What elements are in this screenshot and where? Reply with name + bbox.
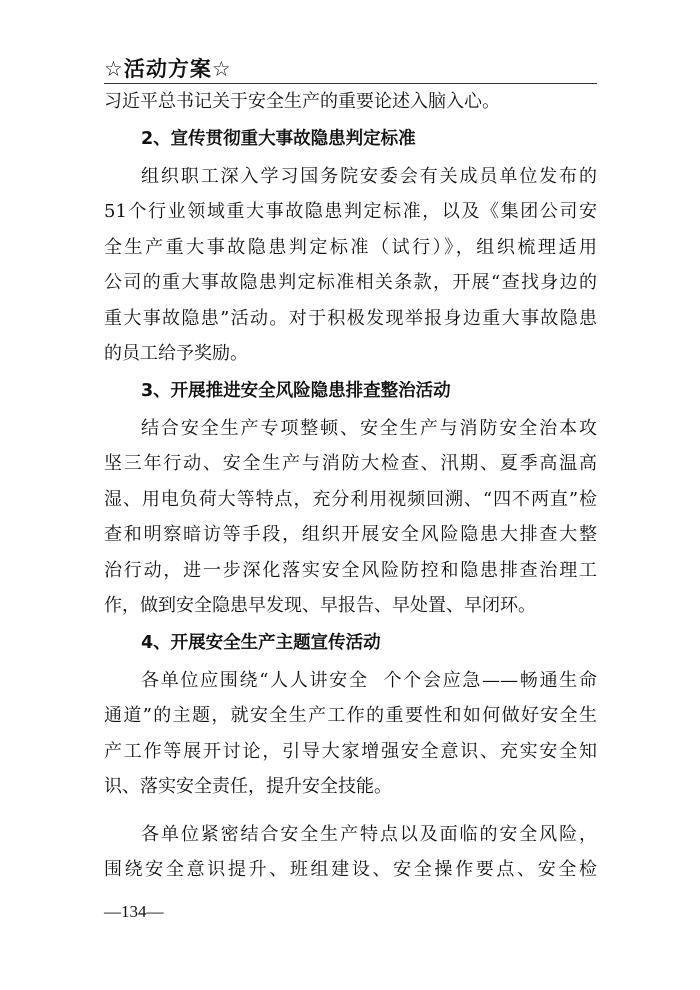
paragraph-line: 产工作等展开讨论，引导大家增强安全意识、充实安全知	[104, 740, 597, 762]
paragraph-line: 识、落实安全责任，提升安全技能。	[104, 776, 392, 797]
section-heading-2: 2、宣传贯彻重大事故隐患判定标准	[141, 128, 416, 149]
paragraph-line: 坚三年行动、安全生产与消防大检查、汛期、夏季高温高	[104, 453, 597, 474]
paragraph-line: 治行动，进一步深化落实安全风险防控和隐患排查治理工	[104, 559, 597, 581]
paragraph-line: 51个行业领域重大事故隐患判定标准，以及《集团公司安	[104, 201, 597, 222]
paragraph-line: 各单位应围绕“人人讲安全 个个会应急——畅通生命	[141, 669, 597, 691]
paragraph-line: 湿、用电负荷大等特点，充分利用视频回溯、“四不两直”检	[104, 488, 597, 510]
paragraph-line: 通道”的主题，就安全生产工作的重要性和如何做好安全生	[104, 705, 597, 726]
page-number: —134—	[104, 902, 164, 921]
section-heading-4: 4、开展安全生产主题宣传活动	[141, 632, 381, 653]
paragraph-line: 查和明察暗访等手段，组织开展安全风险隐患大排查大整	[104, 524, 597, 545]
document-header-title: ☆活动方案☆	[104, 57, 232, 81]
paragraph-line: 作，做到安全隐患早发现、早报告、早处置、早闭环。	[104, 595, 536, 616]
section-heading-3: 3、开展推进安全风险隐患排查整治活动	[141, 380, 451, 401]
paragraph-line: 全生产重大事故隐患判定标准（试行）》，组织梳理适用	[104, 236, 597, 258]
paragraph-line: 的员工给予奖励。	[104, 343, 248, 364]
paragraph-line: 重大事故隐患”活动。对于积极发现举报身边重大事故隐患	[104, 307, 597, 329]
paragraph-line: 组织职工深入学习国务院安委会有关成员单位发布的	[141, 165, 597, 187]
document-body	[104, 84, 597, 888]
paragraph-spacer	[104, 805, 597, 817]
paragraph-line: 习近平总书记关于安全生产的重要论述入脑入心。	[104, 91, 500, 112]
paragraph-line: 公司的重大事故隐患判定标准相关条款，开展“查找身边的	[104, 272, 597, 293]
paragraph-line: 结合安全生产专项整顿、安全生产与消防安全治本攻	[141, 417, 597, 439]
paragraph-line: 各单位紧密结合安全生产特点以及面临的安全风险，	[141, 823, 597, 845]
paragraph-line: 围绕安全意识提升、班组建设、安全操作要点、安全检	[104, 859, 597, 880]
